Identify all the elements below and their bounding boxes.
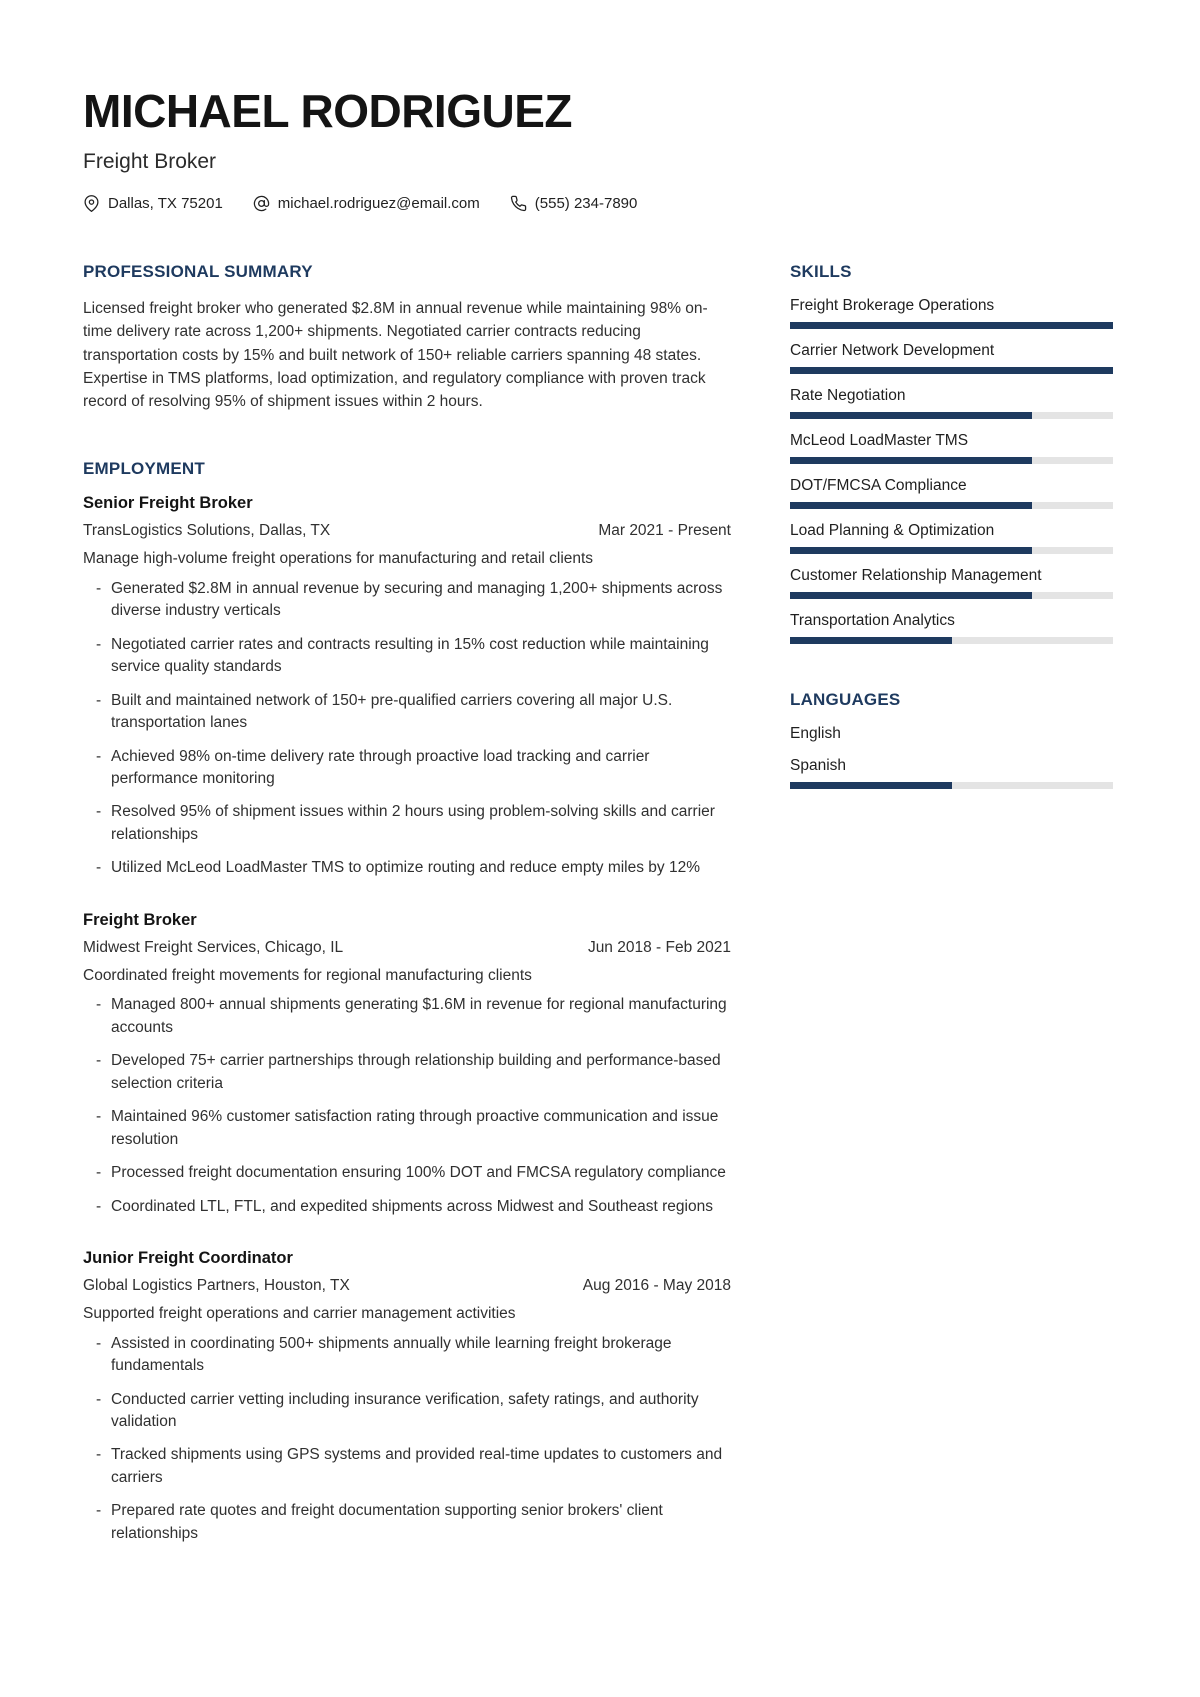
section-professional-summary	[83, 262, 731, 413]
job-meta-row	[83, 939, 731, 957]
skill-label: Transportation Analytics	[790, 612, 955, 629]
job-entry	[83, 911, 731, 1218]
language-bar-fill	[790, 782, 952, 789]
skill-item	[790, 432, 1113, 464]
bullet-item: - Managed 800+ annual shipments generating $1.6M in revenue for regional manufacturing accounts	[83, 994, 731, 1039]
skill-bar-fill	[790, 322, 1113, 329]
skill-bar-track	[790, 367, 1113, 374]
skill-bar-fill	[790, 502, 1032, 509]
job-meta-row	[83, 522, 731, 540]
skill-bar-fill	[790, 547, 1032, 554]
job-meta-row	[83, 1277, 731, 1295]
job-bullet-list	[83, 1333, 731, 1546]
skill-label: Customer Relationship Management	[790, 567, 1042, 584]
candidate-job-title: Freight Broker	[83, 150, 217, 173]
skill-bar-fill	[790, 412, 1032, 419]
skill-item	[790, 612, 1113, 644]
contact-location	[83, 195, 223, 212]
skill-label: Freight Brokerage Operations	[790, 297, 995, 314]
skill-label: Rate Negotiation	[790, 387, 906, 404]
contact-email-text: michael.rodriguez@email.com	[277, 195, 480, 212]
contact-phone	[510, 195, 638, 212]
skill-bar-fill	[790, 592, 1032, 599]
contact-phone-text: (555) 234-7890	[534, 195, 638, 212]
job-entry	[83, 494, 731, 880]
skill-item	[790, 342, 1113, 374]
bullet-item: - Conducted carrier vetting including insurance verification, safety ratings, and authority validation	[83, 1389, 731, 1434]
job-bullet-list	[83, 578, 731, 880]
skill-bar-fill	[790, 637, 952, 644]
section-skills	[790, 262, 1113, 644]
bullet-item: - Assisted in coordinating 500+ shipments annually while learning freight brokerage fundamentals	[83, 1333, 731, 1378]
bullet-item: - Tracked shipments using GPS systems and provided real-time updates to customers and carriers	[83, 1444, 731, 1489]
section-employment	[83, 459, 731, 1545]
language-item	[790, 725, 1113, 743]
skill-bar-track	[790, 412, 1113, 419]
job-title: Freight Broker	[83, 910, 197, 929]
skill-label: Load Planning & Optimization	[790, 522, 995, 539]
skill-bar-track	[790, 592, 1113, 599]
job-lead: Manage high-volume freight operations for manufacturing and retail clients	[83, 550, 594, 568]
content-columns	[83, 262, 1113, 1556]
job-company: TransLogistics Solutions, Dallas, TX	[83, 522, 331, 540]
skills-heading: SKILLS	[790, 262, 852, 281]
skill-item	[790, 522, 1113, 554]
candidate-name: MICHAEL RODRIGUEZ	[83, 85, 572, 137]
job-dates: Mar 2021 - Present	[598, 522, 731, 540]
skill-bar-track	[790, 322, 1113, 329]
bullet-item: - Developed 75+ carrier partnerships through relationship building and performance-based selection criteria	[83, 1050, 731, 1095]
employment-heading: EMPLOYMENT	[83, 459, 205, 479]
bullet-item: - Coordinated LTL, FTL, and expedited shipments across Midwest and Southeast regions	[83, 1196, 731, 1218]
job-lead: Supported freight operations and carrier management activities	[83, 1305, 516, 1323]
main-column	[83, 262, 731, 1556]
bullet-item: - Built and maintained network of 150+ pre-qualified carriers covering all major U.S. transportation lanes	[83, 690, 731, 735]
resume-header	[83, 85, 1113, 212]
skill-bar-fill	[790, 457, 1032, 464]
bullet-item: - Processed freight documentation ensuring 100% DOT and FMCSA regulatory compliance	[83, 1162, 731, 1184]
languages-heading: LANGUAGES	[790, 690, 901, 709]
contact-row	[83, 195, 1113, 212]
skill-item	[790, 297, 1113, 329]
job-dates: Jun 2018 - Feb 2021	[587, 938, 731, 956]
job-bullet-list	[83, 994, 731, 1218]
job-entry	[83, 1249, 731, 1545]
skill-bar-track	[790, 502, 1113, 509]
bullet-item: - Achieved 98% on-time delivery rate through proactive load tracking and carrier performance monitoring	[83, 746, 731, 791]
skill-label: DOT/FMCSA Compliance	[790, 477, 967, 494]
skill-item	[790, 387, 1113, 419]
phone-icon	[510, 195, 527, 212]
summary-heading: PROFESSIONAL SUMMARY	[83, 262, 313, 281]
bullet-item: - Utilized McLeod LoadMaster TMS to optimize routing and reduce empty miles by 12%	[83, 857, 731, 879]
skill-bar-track	[790, 637, 1113, 644]
language-label: English	[790, 725, 841, 742]
contact-email	[253, 195, 480, 212]
skill-bar-track	[790, 547, 1113, 554]
bullet-item: - Prepared rate quotes and freight documentation supporting senior brokers' client relationships	[83, 1500, 731, 1545]
bullet-item: - Generated $2.8M in annual revenue by securing and managing 1,200+ shipments across diverse industry verticals	[83, 578, 731, 623]
job-title: Junior Freight Coordinator	[83, 1249, 293, 1268]
skill-bar-track	[790, 457, 1113, 464]
sidebar-column	[790, 262, 1113, 1556]
skill-item	[790, 567, 1113, 599]
language-bar-track	[790, 782, 1113, 789]
job-lead: Coordinated freight movements for regional manufacturing clients	[83, 966, 532, 984]
location-pin-icon	[83, 195, 100, 212]
skill-label: Carrier Network Development	[790, 342, 995, 359]
job-dates: Aug 2016 - May 2018	[582, 1277, 731, 1295]
language-item	[790, 757, 1113, 789]
bullet-item: - Negotiated carrier rates and contracts resulting in 15% cost reduction while maintaining service quality standards	[83, 634, 731, 679]
bullet-item: - Resolved 95% of shipment issues within 2 hours using problem-solving skills and carrier relationships	[83, 801, 731, 846]
job-company: Global Logistics Partners, Houston, TX	[83, 1277, 350, 1295]
email-at-icon	[253, 195, 270, 212]
section-languages	[790, 690, 1113, 789]
job-title: Senior Freight Broker	[83, 494, 253, 513]
language-label: Spanish	[790, 757, 847, 774]
skill-item	[790, 477, 1113, 509]
contact-location-text: Dallas, TX 75201	[108, 195, 223, 212]
summary-paragraph: Licensed freight broker who generated $2.8M in annual revenue while maintaining 98% on-time delivery rate across 1,200+ shipments. Negotiated carrier contracts reducing transportation costs by 15% and built network of 150+ reliable carriers spanning 48 states. Expertise in TMS platforms, load optimization, and regulatory compliance with proven track record of resolving 95% of shipment issues within 2 hours.	[83, 300, 708, 410]
bullet-item: - Maintained 96% customer satisfaction rating through proactive communication and issue resolution	[83, 1106, 731, 1151]
job-company: Midwest Freight Services, Chicago, IL	[83, 938, 344, 956]
skill-bar-fill	[790, 367, 1113, 374]
skill-label: McLeod LoadMaster TMS	[790, 432, 969, 449]
